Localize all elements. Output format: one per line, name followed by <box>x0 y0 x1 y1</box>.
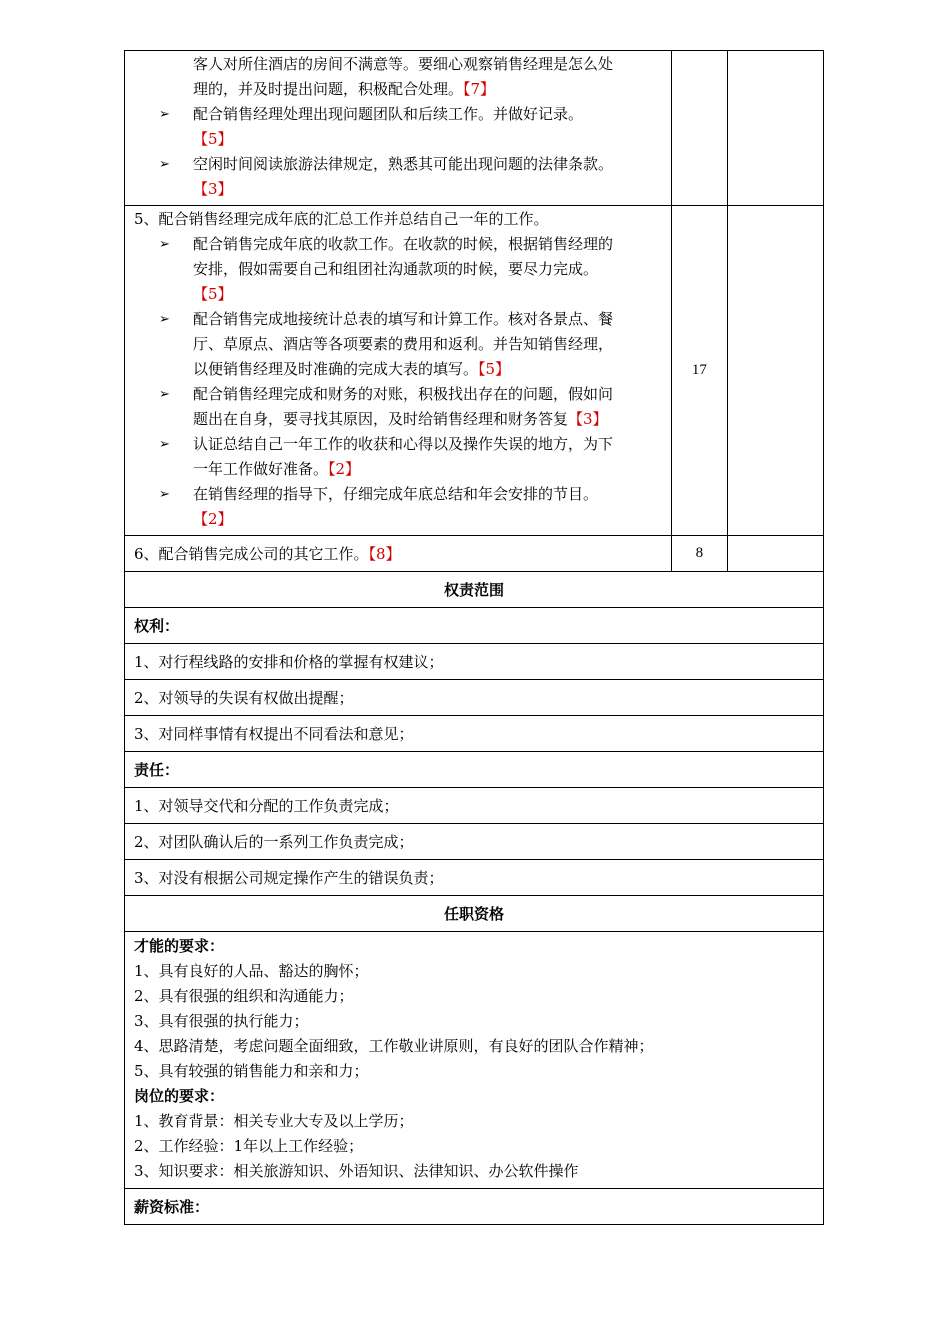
duties-label: 责任： <box>125 752 824 788</box>
ability-item: 4、思路清楚，考虑问题全面细致，工作敬业讲原则，有良好的团队合作精神； <box>134 1037 654 1055</box>
rights-item: 3、对同样事情有权提出不同看法和意见； <box>125 716 824 752</box>
rights-item: 1、对行程线路的安排和价格的掌握有权建议； <box>125 644 824 680</box>
salary-label: 薪资标准： <box>125 1189 824 1225</box>
ability-item: 3、具有很强的执行能力； <box>134 1012 309 1030</box>
bullet-item: ➢ 认证总结自己一年工作的收获和心得以及操作失误的地方，为下 一年工作做好准备。【2】 <box>134 432 663 482</box>
section-header-qualification: 任职资格 <box>125 896 824 932</box>
duties-item: 2、对团队确认后的一系列工作负责完成； <box>125 824 824 860</box>
bullet-item: ➢ 空闲时间阅读旅游法律规定，熟悉其可能出现问题的法律条款。 【3】 <box>134 152 663 202</box>
duties-item: 3、对没有根据公司规定操作产生的错误负责； <box>125 860 824 896</box>
weight-cell: 17 <box>671 206 727 536</box>
position-item: 3、知识要求：相关旅游知识、外语知识、法律知识、办公软件操作 <box>134 1162 579 1180</box>
qualification-block <box>125 932 824 1189</box>
task-text-line: 客人对所住酒店的房间不满意等。要细心观察销售经理是怎么处 <box>193 55 614 73</box>
weight-cell <box>671 51 727 206</box>
bullet-item: ➢ 配合销售完成年底的收款工作。在收款的时候，根据销售经理的 安排，假如需要自己和组团社沟通款项的时候，要尽力完成。 【5】 <box>134 232 663 307</box>
score-tag: 【5】 <box>193 285 233 303</box>
duties-item: 1、对领导交代和分配的工作负责完成； <box>125 788 824 824</box>
task-row-5 <box>125 206 824 536</box>
ability-label: 才能的要求： <box>134 937 225 955</box>
task-title: 5、配合销售经理完成年底的汇总工作并总结自己一年的工作。 <box>134 210 549 228</box>
score-tag: 【5】 <box>478 360 511 378</box>
bullet-item: ➢ 配合销售经理完成和财务的对账，积极找出存在的问题，假如问 题出在自身，要寻找其原因，及时给销售经理和财务答复【3】 <box>134 382 663 432</box>
blank-cell <box>727 206 823 536</box>
ability-item: 1、具有良好的人品、豁达的胸怀； <box>134 962 369 980</box>
task-text-line: 理的，并及时提出问题，积极配合处理。【7】 <box>193 80 496 98</box>
section-header-authority: 权责范围 <box>125 572 824 608</box>
score-tag: 【2】 <box>328 460 361 478</box>
score-tag: 【3】 <box>193 180 233 198</box>
blank-cell <box>727 51 823 206</box>
task-description-cell <box>125 206 672 536</box>
task-row-continued <box>125 51 824 206</box>
score-tag: 【2】 <box>193 510 233 528</box>
rights-label: 权利： <box>125 608 824 644</box>
score-tag: 【8】 <box>368 545 401 563</box>
ability-item: 5、具有较强的销售能力和亲和力； <box>134 1062 369 1080</box>
task-description-cell: 6、配合销售完成公司的其它工作。【8】 <box>125 536 672 572</box>
position-item: 2、工作经验：1年以上工作经验； <box>134 1137 364 1155</box>
ability-item: 2、具有很强的组织和沟通能力； <box>134 987 354 1005</box>
rights-item: 2、对领导的失误有权做出提醒； <box>125 680 824 716</box>
score-tag: 【7】 <box>463 80 496 98</box>
score-tag: 【3】 <box>568 410 608 428</box>
bullet-item: ➢ 在销售经理的指导下，仔细完成年底总结和年会安排的节目。 【2】 <box>134 482 663 532</box>
job-description-table <box>124 50 824 1225</box>
task-row-6 <box>125 536 824 572</box>
blank-cell <box>727 536 823 572</box>
position-label: 岗位的要求： <box>134 1087 225 1105</box>
task-description-cell <box>125 51 672 206</box>
bullet-item: ➢ 配合销售经理处理出现问题团队和后续工作。并做好记录。 【5】 <box>134 102 663 152</box>
weight-cell: 8 <box>671 536 727 572</box>
score-tag: 【5】 <box>193 130 233 148</box>
bullet-item: ➢ 配合销售完成地接统计总表的填写和计算工作。核对各景点、餐 厅、草原点、酒店等各项要素的费用和返利。并告知销售经理， 以便销售经理及时准确的完成大表的填写。【5】 <box>134 307 663 382</box>
position-item: 1、教育背景：相关专业大专及以上学历； <box>134 1112 414 1130</box>
